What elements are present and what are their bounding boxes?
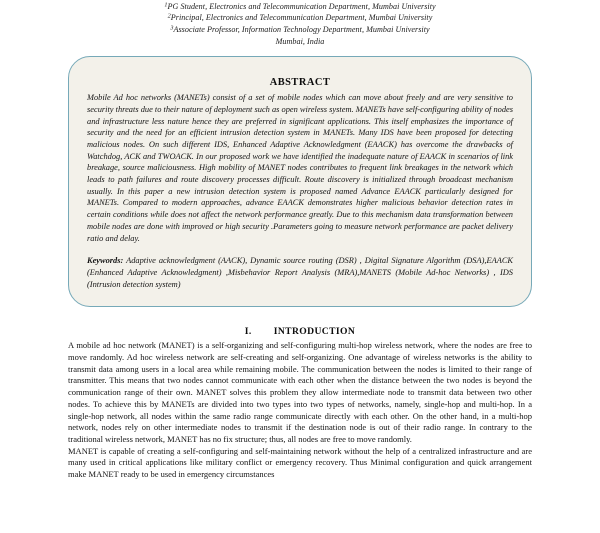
section-title: INTRODUCTION [273, 326, 356, 338]
affiliation-line-3 [68, 24, 532, 35]
keywords-line [87, 255, 513, 290]
affiliation-city: Mumbai, India [275, 36, 325, 46]
introduction-paragraph-2: MANET is capable of creating a self-configuring and self-maintaining network without the help of a centralized infrastructure and are many used in critical applications like military conflict or emergency recovery. Thus Minimal configuration and quick arrangement make MANET ready to be used in emergency circumstances [68, 445, 532, 480]
author-affiliations [68, 0, 532, 47]
affiliation-marker-3: 3 [170, 24, 174, 32]
abstract-box [68, 56, 532, 307]
abstract-heading: ABSTRACT [269, 77, 331, 89]
introduction-paragraph-1: A mobile ad hoc network (MANET) is a self-organizing and self-configuring multi-hop wireless network, where the nodes are free to move randomly. Ad hoc wireless network are self-creating and self-organizing. One advantage of wireless networks is the ability to transmit data among users in a local area while remaining mobile. The communication between the nodes is limited to their range of transmitter. This means that two nodes cannot communicate with each other when the distance between the two nodes is beyond the communication range of their own. MANET solves this problem they allow intermediate node to transmit data between two other nodes. To achieve this by MANETs are divided into two types into two types of networks, namely, single-hop and multi-hop. In a single-hop network, all nodes within the same radio range communicate directly with each other. On the other hand, in a multi-hop network, nodes rely on other intermediate nodes to transmit if the destination node is out of their radio range. In contrary to the traditional wireless network, MANET has no fix structure; thus, all nodes are free to move randomly. [68, 340, 532, 444]
section-heading-introduction [68, 326, 532, 337]
affiliation-line-1 [68, 1, 532, 12]
keywords-text: Adaptive acknowledgment (AACK), Dynamic source routing (DSR) , Digital Signature Algorithm (DSA),EAACK (Enhanced Adaptive Acknowledgment) ,Misbehavior Report Analysis (MRA),MANETS (Mobile Ad-hoc Networks) , IDS (Intrusion detection system) [87, 256, 513, 289]
keywords-label: Keywords: [87, 256, 124, 266]
affiliation-marker-1: 1 [164, 1, 168, 9]
affiliation-marker-2: 2 [167, 13, 171, 21]
affiliation-text-2: Principal, Electronics and Telecommunication Department, Mumbai University [170, 13, 433, 23]
affiliation-text-3: Associate Professor, Information Technology Department, Mumbai University [173, 24, 430, 34]
affiliation-text-1: PG Student, Electronics and Telecommunication Department, Mumbai University [167, 2, 436, 11]
affiliation-line-2 [68, 12, 532, 23]
section-number: I. [244, 326, 252, 338]
abstract-body-text: Mobile Ad hoc networks (MANETs) consist of a set of mobile nodes which can move about freely and are very sensitive to security threats due to their nature of deployment such as open wireless system. MANETs have self-configuring ability of nodes and infrastructure less nature hence they are preferred in significant applications. This itself emphasizes the importance of security and the need for an efficient intrusion detection system in MANETs. Many IDS have been proposed for detecting malicious nodes. On such different IDS, Enhanced Adaptive Acknowledgment (EAACK) has overcome the drawbacks of Watchdog, ACK and TWOACK. In our proposed work we have identified the inadequate nature of EAACK in scenarios of link breakage, source maliciousness. High mobility of MANET nodes contributes to frequent link breakages in the network which leads to path failures and route discovery processes difficult. Route discovery is initialized through broadcast mechanism usually. In this paper a new intrusion detection system is proposed named Advance EAACK particularly designed for MANETs. Compared to modern approaches, advance EAACK demonstrates higher malicious behavior detection rates in certain conditions while does not affect the network performance greatly. Due to this mechanism data transformation between mobile nodes are done with improved or high security .Parameters going to measure network performance are packet delivery ratio and delay. [87, 93, 513, 243]
